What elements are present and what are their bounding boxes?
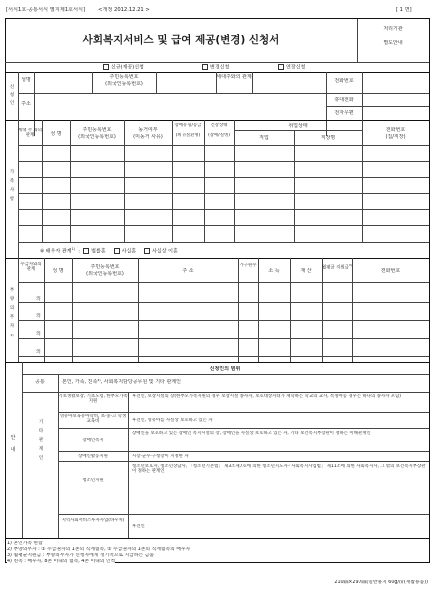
grid-line — [42, 120, 43, 242]
hh-head-disability-sub: (희귀질환명) — [175, 133, 201, 138]
section-rule — [5, 258, 429, 259]
title-rule — [5, 62, 429, 63]
hh-head-employment: 취업상태 — [288, 123, 308, 129]
dep-row-label: 의 — [36, 296, 41, 302]
grid-line — [18, 282, 429, 283]
office-label: 처리기관 — [383, 26, 403, 32]
program-activity-support: 장애인활동지원 — [78, 454, 108, 459]
table-row — [18, 193, 429, 194]
label-phone: 전화번호 — [334, 78, 354, 84]
dep-head-rrn-sub: (외국인등록번호) — [86, 271, 124, 277]
hh-head-health: 건강상태 — [210, 123, 228, 128]
grid-line — [326, 93, 429, 94]
grid-line — [326, 106, 429, 107]
form-reference: [서식1호·공통서식 별지제1호서식] — [6, 7, 86, 13]
checkbox-icon[interactable] — [83, 248, 89, 254]
desc-youth: 청소년보호자, 청소년상담사, 「청소년기본법」 제3조제7호에 의한 청소년지도자·「사회복지사업법」 제11조에 의한 사회복지사, 그 밖의 보건복지부장관이 정하는 관계인 — [132, 464, 426, 475]
table-row — [18, 209, 429, 210]
hh-head-name: 성 명 — [50, 131, 62, 137]
label-mobile: 휴대전화 — [334, 97, 354, 103]
hh-head-cohabit: 동거여부 — [138, 127, 158, 133]
hh-head-rrn-sub: (외국인등록번호) — [78, 134, 116, 140]
dep-head-address: 주 소 — [182, 268, 194, 274]
grid-line — [22, 392, 429, 393]
dep-row-label: 의 — [36, 349, 41, 355]
paper-spec: 210㎜×297㎜(일반용지 60g/㎡(재활용품)) — [334, 580, 428, 585]
hh-head-workplace: 직장명 — [320, 135, 336, 141]
section-rule — [5, 362, 429, 363]
table-row — [18, 356, 429, 357]
grid-line — [18, 258, 19, 362]
checkbox-icon — [278, 64, 284, 70]
common-text: 본인, 가족, 친족⁴⁾, 사회복지담당공무원 및 기타 관계인 — [62, 379, 181, 385]
grid-line — [58, 451, 429, 452]
desc-childcare: 후견인, 영유아를 사실상 보호하고 있는 자 — [132, 418, 213, 423]
dep-head-support: 월평균 지원금$^{3)}$ — [322, 263, 352, 271]
section-rule — [5, 72, 429, 73]
footnote-2: 2) 부양의무자 : ① 수급권자의 1촌의 직계혈족, ② 수급권자의 1촌의 직계혈족의 배우자 — [7, 547, 191, 552]
dep-head-relation: 수급자와의 관계 — [20, 262, 42, 273]
label-rrn-sub: (외국인등록번호) — [105, 81, 143, 87]
grid-line — [172, 120, 173, 242]
hh-head-job: 직업 — [259, 135, 269, 141]
office-value: 별도안내 — [383, 40, 403, 46]
grid-line — [22, 362, 23, 538]
hh-head-relation: 세대 주 와의관계 — [18, 128, 42, 139]
label-name: 성명 — [21, 77, 31, 83]
dep-head-phone: 전화번호 — [380, 268, 401, 274]
grid-line — [234, 130, 362, 131]
hh-head-health-sub: (장애/질병) — [208, 133, 230, 138]
applicant-section-label: 신청인 — [9, 85, 15, 106]
grid-line — [128, 392, 129, 538]
section-rule — [5, 538, 429, 539]
hh-head-phone: 전화번호 — [385, 127, 406, 133]
hh-head-phone-sub: (집/직장) — [385, 134, 406, 140]
dep-head-members: 가구원수 — [239, 263, 257, 268]
form-title: 사회복지서비스 및 급여 제공(변경) 신청서 — [82, 34, 280, 46]
checkbox-icon[interactable] — [144, 248, 150, 254]
table-row — [18, 177, 429, 178]
hh-head-rrn: 주민등록번호 — [82, 127, 112, 133]
dep-head-assets: 재 산 — [300, 268, 312, 274]
option-new[interactable]: 신규(재공)신청 — [103, 64, 144, 71]
dep-head-income: 소 득 — [268, 268, 280, 274]
revision-date: <개정 2012.12.21 > — [98, 7, 150, 13]
dep-row-label: 의 — [36, 313, 41, 319]
page-label: [ 1 면] — [396, 7, 412, 13]
grid-line — [18, 145, 429, 146]
label-address: 주소 — [21, 101, 31, 107]
checkbox-icon — [202, 64, 208, 70]
dep-head-rrn: 주민등록번호 — [90, 264, 120, 270]
household-section-label: 가족사항 — [9, 170, 15, 202]
program-community-voucher: 지역사회서비스투자사업(바우처) — [61, 518, 125, 523]
grid-line — [252, 72, 253, 93]
common-label: 공통 — [35, 379, 45, 385]
footnote-3: 3) 월평균지원금 : 부양의무자가 신청자에게 정기적으로 지급하는 금품 — [7, 553, 154, 558]
table-row — [18, 242, 429, 243]
program-childcare: 영유아보육유아학비, 초·중·고 학생 교육비 — [59, 414, 127, 425]
table-row — [18, 338, 429, 339]
label-relation: 세대주와의 관계 — [216, 74, 252, 80]
table-row — [18, 302, 429, 303]
desc-community-voucher: 후견인 — [132, 524, 145, 529]
footnote-4: 4) 친족 : 배우자, 8촌 이내의 혈족, 4촌 이내의 인척 — [7, 559, 116, 564]
table-row — [18, 320, 429, 321]
program-disability: 장애인복지 — [82, 438, 104, 443]
section-rule — [5, 120, 429, 121]
grid-line — [58, 514, 429, 515]
option-extend[interactable]: 연장신청 — [278, 64, 305, 71]
hh-head-disability: 장애유형/등급 — [174, 123, 202, 128]
desc-activity-support: 시장·군수·구청장이 지정한 자 — [132, 454, 189, 459]
program-youth: 청소년지원 — [82, 478, 104, 483]
checkbox-icon — [103, 64, 109, 70]
dependents-section-label: 부양의무자$^{2)}$ — [9, 288, 15, 337]
grid-line — [34, 72, 35, 136]
table-row — [18, 225, 429, 226]
table-row — [18, 161, 429, 162]
spouse-relation-row: ※ 배우자 관계$^{1)}$ : 법률혼 사실혼 사실상 이혼 — [40, 247, 178, 255]
grid-line — [58, 374, 59, 392]
grid-line — [204, 120, 205, 242]
grid-line — [58, 412, 429, 413]
other-relations-label: 기타관계인 — [38, 420, 44, 461]
dep-row-label: 의 — [36, 331, 41, 337]
footnote-1: 1) 혼인가족 한함 — [7, 541, 43, 546]
grid-line — [322, 258, 323, 362]
grid-line — [22, 374, 429, 375]
grid-line — [18, 120, 19, 258]
checkbox-icon[interactable] — [114, 248, 120, 254]
dep-head-name: 성 명 — [52, 268, 64, 274]
label-rrn: 주민등록번호 — [109, 74, 139, 80]
hh-head-cohabit-sub: (미동거 사유) — [133, 134, 163, 140]
grid-line — [18, 93, 326, 94]
scope-title: 신청인의 범위 — [209, 366, 241, 372]
grid-line — [238, 258, 239, 362]
desc-basic-living: 후견인, 보장시설의 장(한부모가족지원의 경우 보장시설 종사자, 보호대상자녀가 재학하는 학교의 교사, 특정아동 경우는 하나의 종사자 포함) — [132, 394, 401, 399]
guide-section-label: 안내 — [10, 435, 16, 453]
program-basic-living: 기초생활보장, 기초노령, 한부모가족지원 — [58, 394, 128, 405]
grid-line — [58, 461, 429, 462]
grid-line — [156, 72, 157, 93]
desc-disability: 장애인을 보호하고 있는 장애인 복지시설의 장, 장애인을 사실상 보호하고 있는 자, 기타 보건복지부장관이 정하는 이해관계인 — [132, 431, 371, 436]
grid-line — [58, 428, 429, 429]
label-email: 전자우편 — [334, 110, 354, 116]
option-change[interactable]: 변경신청 — [202, 64, 229, 71]
